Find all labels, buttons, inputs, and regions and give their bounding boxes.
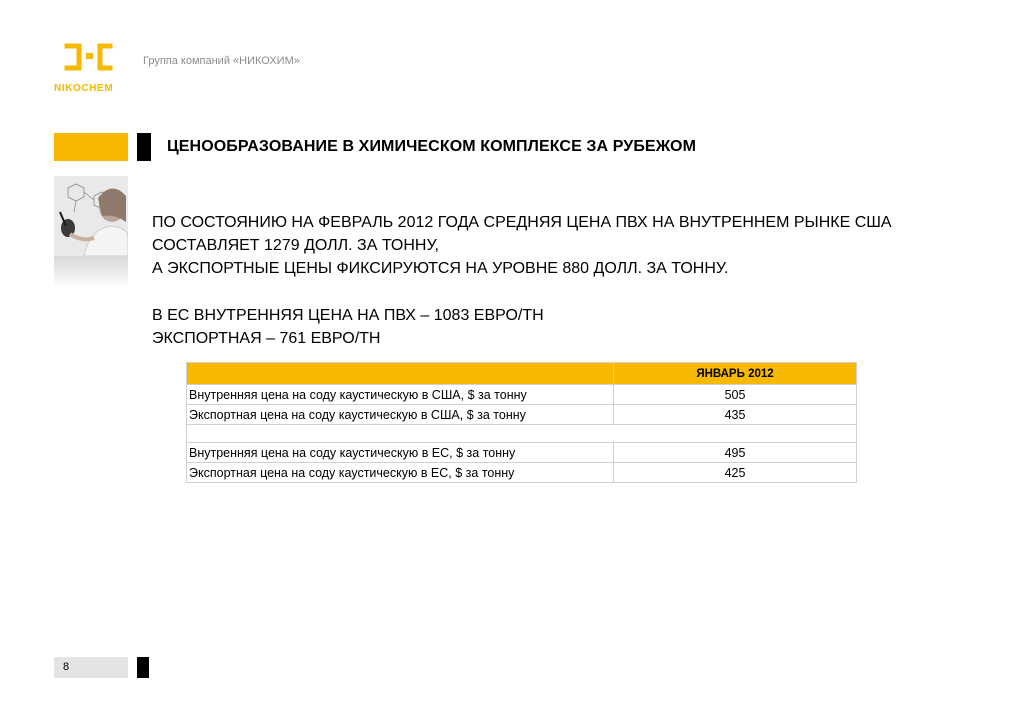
paragraph: ЭКСПОРТНАЯ – 761 ЕВРО/ТН <box>152 330 381 347</box>
logo-text: NIKOCHEM <box>54 83 114 94</box>
table-cell-value: 435 <box>614 405 857 425</box>
table-header-cell <box>187 363 614 385</box>
table-row <box>187 425 857 443</box>
title-marker <box>137 133 151 161</box>
table-cell-value: 425 <box>614 463 857 483</box>
table-row <box>187 405 857 425</box>
table-spacer-cell <box>187 425 857 443</box>
body-text <box>152 211 992 350</box>
paragraph: А ЭКСПОРТНЫЕ ЦЕНЫ ФИКСИРУЮТСЯ НА УРОВНЕ 880 ДОЛЛ. ЗА ТОННУ. <box>152 260 729 277</box>
table-cell-label: Внутренняя цена на соду каустическую в США, $ за тонну <box>187 385 614 405</box>
table-cell-label: Экспортная цена на соду каустическую в США, $ за тонну <box>187 405 614 425</box>
table-row <box>187 385 857 405</box>
table-row <box>187 443 857 463</box>
table-header-cell: ЯНВАРЬ 2012 <box>614 363 857 385</box>
price-table <box>186 362 857 483</box>
footer-marker <box>137 657 149 678</box>
page-number: 8 <box>63 661 70 673</box>
table-header-row <box>187 363 857 385</box>
table-cell-value: 495 <box>614 443 857 463</box>
table-cell-label: Экспортная цена на соду каустическую в ЕС, $ за тонну <box>187 463 614 483</box>
company-name: Группа компаний «НИКОХИМ» <box>143 55 300 67</box>
table-row <box>187 463 857 483</box>
paragraph: ПО СОСТОЯНИЮ НА ФЕВРАЛЬ 2012 ГОДА СРЕДНЯЯ ЦЕНА ПВХ НА ВНУТРЕННЕМ РЫНКЕ США СОСТАВЛЯЕТ 1279 ДОЛЛ. ЗА ТОННУ, <box>152 214 892 254</box>
scientist-photo <box>54 176 128 288</box>
title-accent-bar <box>54 133 128 161</box>
page-title: ЦЕНООБРАЗОВАНИЕ В ХИМИЧЕСКОМ КОМПЛЕКСЕ ЗА РУБЕЖОМ <box>167 138 697 155</box>
table-cell-label: Внутренняя цена на соду каустическую в ЕС, $ за тонну <box>187 443 614 463</box>
table-cell-value: 505 <box>614 385 857 405</box>
paragraph: В ЕС ВНУТРЕННЯЯ ЦЕНА НА ПВХ – 1083 ЕВРО/ТН <box>152 307 544 324</box>
